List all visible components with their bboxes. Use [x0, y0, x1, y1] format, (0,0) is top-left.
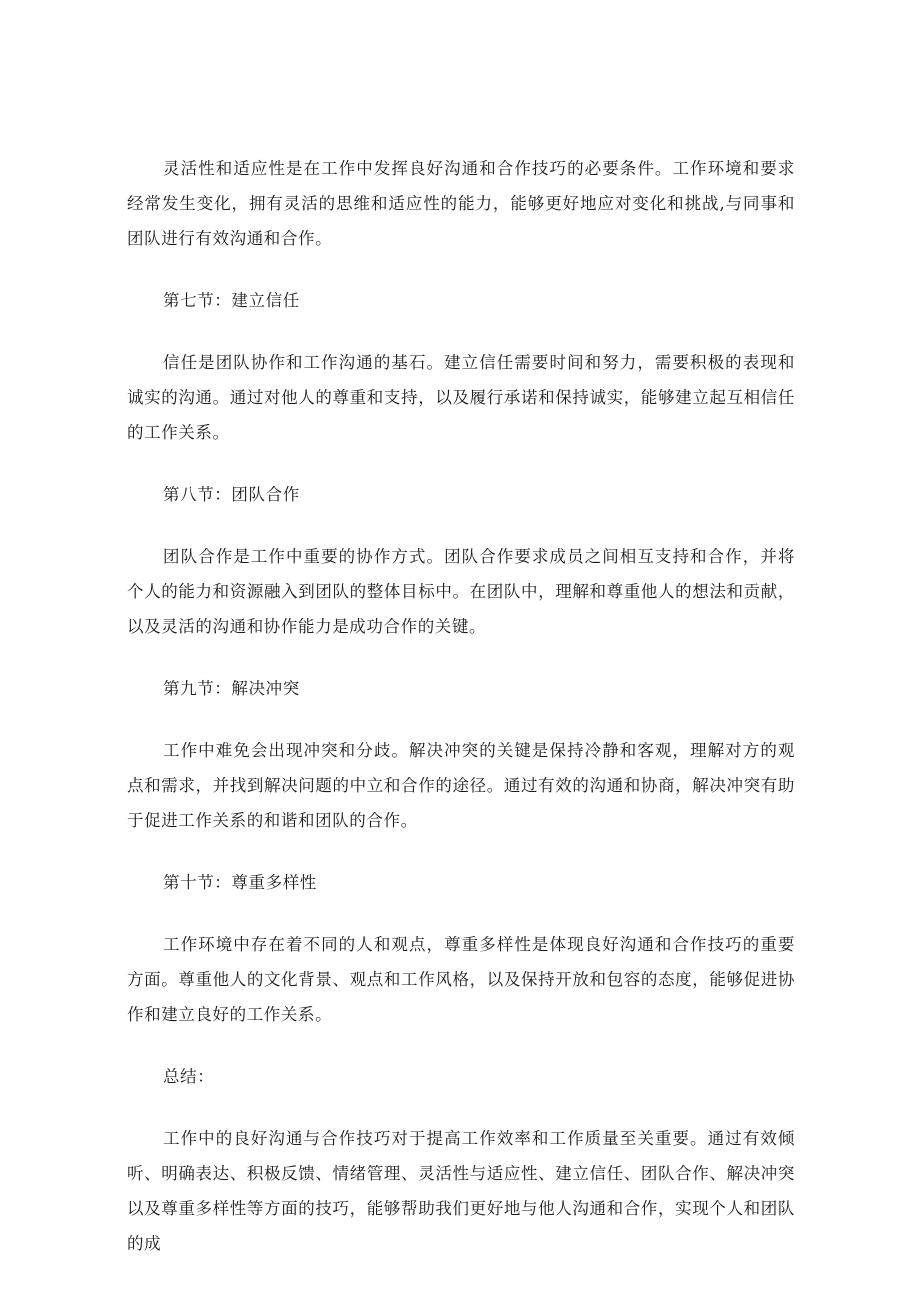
- section-heading-7: 第七节：建立信任: [163, 291, 300, 310]
- paragraph-diversity: 工作环境中存在着不同的人和观点，尊重多样性是体现良好沟通和合作技巧的重要方面。尊重他人的文化背景、观点和工作风格，以及保持开放和包容的态度，能够促进协作和建立良好的工作关系。: [127, 935, 795, 1024]
- section-heading-8: 第八节：团队合作: [163, 485, 300, 504]
- paragraph-conflict: 工作中难免会出现冲突和分歧。解决冲突的关键是保持冷静和客观，理解对方的观点和需求，并找到解决问题的中立和合作的途径。通过有效的沟通和协商，解决冲突有助于促进工作关系的和谐和团队的合作。: [127, 741, 795, 830]
- document-body: [127, 151, 795, 1288]
- paragraph-summary: 工作中的良好沟通与合作技巧对于提高工作效率和工作质量至关重要。通过有效倾听、明确表达、积极反馈、情绪管理、灵活性与适应性、建立信任、团队合作、解决冲突以及尊重多样性等方面的技巧，能够帮助我们更好地与他人沟通和合作，实现个人和团队的成: [127, 1129, 795, 1253]
- section-heading-10: 第十节：尊重多样性: [163, 873, 317, 892]
- paragraph-flexibility: 灵活性和适应性是在工作中发挥良好沟通和合作技巧的必要条件。工作环境和要求经常发生变化，拥有灵活的思维和适应性的能力，能够更好地应对变化和挑战,与同事和团队进行有效沟通和合作。: [127, 159, 795, 248]
- summary-heading: 总结：: [163, 1067, 215, 1086]
- section-heading-9: 第九节：解决冲突: [163, 679, 300, 698]
- paragraph-trust: 信任是团队协作和工作沟通的基石。建立信任需要时间和努力，需要积极的表现和诚实的沟通。通过对他人的尊重和支持，以及履行承诺和保持诚实，能够建立起互相信任的工作关系。: [127, 353, 795, 442]
- paragraph-teamwork: 团队合作是工作中重要的协作方式。团队合作要求成员之间相互支持和合作，并将个人的能力和资源融入到团队的整体目标中。在团队中，理解和尊重他人的想法和贡献，以及灵活的沟通和协作能力是成功合作的关键。: [127, 547, 795, 636]
